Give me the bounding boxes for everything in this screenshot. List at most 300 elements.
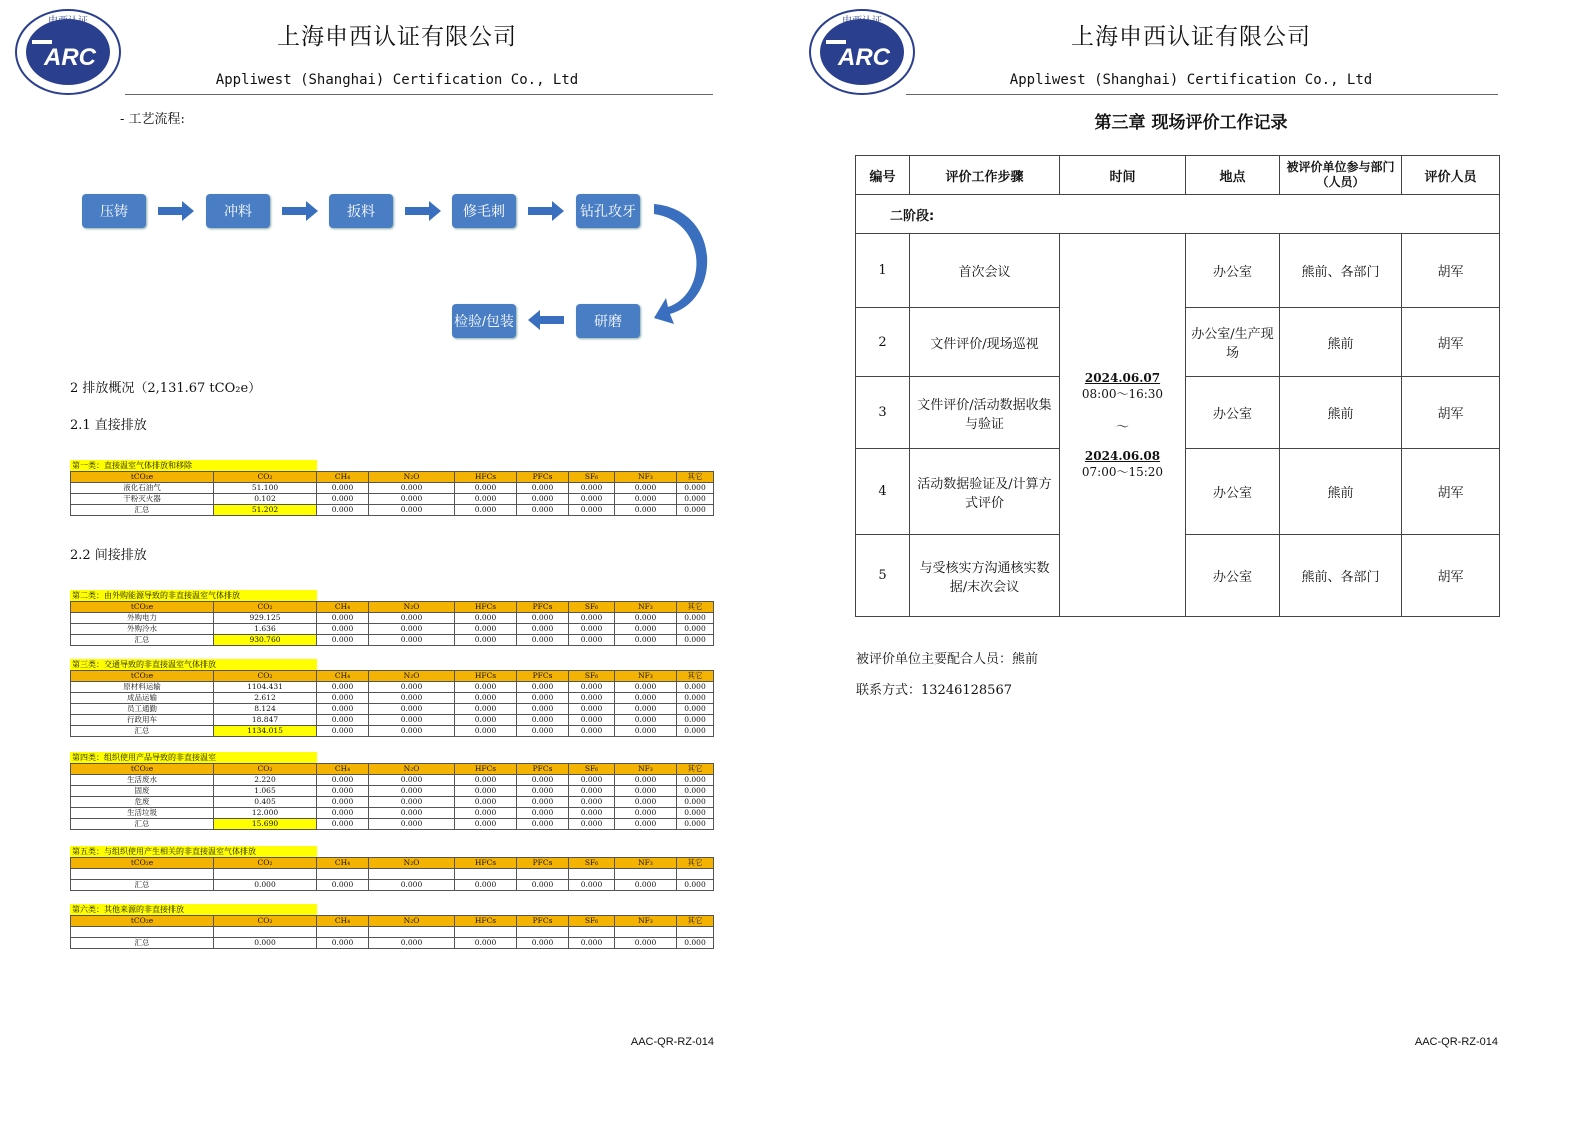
emission-col-header: N₂O xyxy=(369,472,455,483)
emission-cell: 0.000 xyxy=(369,715,455,726)
emission-cell: 0.000 xyxy=(569,880,615,891)
emission-cell: 外购电力 xyxy=(71,613,214,624)
emission-cell: 0.000 xyxy=(369,704,455,715)
emission-cell: 0.000 xyxy=(569,715,615,726)
emission-col-header: tCO₂e xyxy=(71,916,214,927)
emission-cell: 0.000 xyxy=(517,726,569,737)
emission-col-header: 其它 xyxy=(677,764,714,775)
emission-cell: 0.000 xyxy=(369,494,455,505)
emission-col-header: HFCs xyxy=(455,602,517,613)
row-dept: 熊前 xyxy=(1280,308,1402,377)
emission-col-header: 其它 xyxy=(677,916,714,927)
emission-cell: 0.000 xyxy=(455,797,517,808)
table-header-row xyxy=(856,156,1500,195)
emission-cell: 0.000 xyxy=(317,786,369,797)
emission-col-header: HFCs xyxy=(455,671,517,682)
emission-col-header: CH₄ xyxy=(317,472,369,483)
row-place: 办公室/生产现场 xyxy=(1186,308,1280,377)
emission-cell: 0.000 xyxy=(569,613,615,624)
emission-row xyxy=(71,726,714,737)
emission-header-row xyxy=(71,472,714,483)
emission-cell: 汇总 xyxy=(71,819,214,830)
contact-person: 被评价单位主要配合人员：熊前 xyxy=(856,652,1039,667)
emission-cell: 929.125 xyxy=(214,613,317,624)
section-2-1-title: 2.1 直接排放 xyxy=(70,418,147,433)
emission-cell: 0.000 xyxy=(677,786,714,797)
emission-table xyxy=(70,752,713,830)
header-auditor: 评价人员 xyxy=(1402,156,1500,195)
emission-cell: 0.000 xyxy=(569,693,615,704)
emission-cell: 0.000 xyxy=(455,880,517,891)
logo-text: ARC xyxy=(44,44,96,71)
emission-cell: 0.000 xyxy=(317,715,369,726)
row-place: 办公室 xyxy=(1186,535,1280,617)
row-auditor: 胡军 xyxy=(1402,234,1500,308)
emission-cell: 0.000 xyxy=(369,682,455,693)
header-dept: 被评价单位参与部门（人员） xyxy=(1280,156,1402,195)
section-2-title: 2 排放概况（2,131.67 tCO₂e） xyxy=(70,381,262,396)
header-rule xyxy=(125,94,713,95)
emission-category-title: 第一类：直接温室气体排放和移除 xyxy=(70,460,317,471)
emission-col-header: SF₆ xyxy=(569,858,615,869)
emission-cell xyxy=(569,927,615,938)
emission-cell: 2.612 xyxy=(214,693,317,704)
emission-cell: 1.636 xyxy=(214,624,317,635)
emission-cell: 0.000 xyxy=(615,704,677,715)
emission-cell: 危废 xyxy=(71,797,214,808)
emission-category-title: 第六类：其他来源的非直接排放 xyxy=(70,904,317,915)
emission-cell: 0.000 xyxy=(615,938,677,949)
row-step: 与受核实方沟通核实数据/末次会议 xyxy=(910,535,1060,617)
emission-cell: 0.000 xyxy=(677,624,714,635)
emission-cell: 0.000 xyxy=(517,483,569,494)
emission-cell: 0.000 xyxy=(517,797,569,808)
emission-cell: 汇总 xyxy=(71,635,214,646)
emission-category-title: 第五类：与组织使用产生相关的非直接温室气体排放 xyxy=(70,846,317,857)
emission-cell: 0.000 xyxy=(214,938,317,949)
emission-cell: 0.000 xyxy=(317,494,369,505)
emission-cell: 0.000 xyxy=(317,819,369,830)
emission-category-title: 第三类：交通导致的非直接温室气体排放 xyxy=(70,659,317,670)
flow-step: 冲料 xyxy=(206,194,270,228)
emission-cell: 0.000 xyxy=(317,808,369,819)
emission-cell: 0.000 xyxy=(455,483,517,494)
emission-col-header: CO₂ xyxy=(214,671,317,682)
emission-cell xyxy=(214,869,317,880)
emission-col-header: CH₄ xyxy=(317,858,369,869)
emission-cell: 0.000 xyxy=(517,635,569,646)
arrow-right-icon xyxy=(282,201,318,221)
emission-cell: 0.000 xyxy=(214,880,317,891)
emission-row xyxy=(71,938,714,949)
row-auditor: 胡军 xyxy=(1402,308,1500,377)
emission-cell: 0.000 xyxy=(369,775,455,786)
emission-cell: 0.000 xyxy=(455,624,517,635)
emission-cell: 930.760 xyxy=(214,635,317,646)
emission-row xyxy=(71,635,714,646)
emission-row xyxy=(71,693,714,704)
emission-cell: 0.000 xyxy=(569,624,615,635)
emission-col-header: CH₄ xyxy=(317,671,369,682)
emission-cell: 0.000 xyxy=(615,808,677,819)
emission-cell: 0.000 xyxy=(569,682,615,693)
row-dept: 熊前、各部门 xyxy=(1280,535,1402,617)
emission-cell: 成品运输 xyxy=(71,693,214,704)
emission-cell: 汇总 xyxy=(71,938,214,949)
emission-cell: 0.000 xyxy=(677,819,714,830)
emission-cell: 0.000 xyxy=(317,775,369,786)
stage-row xyxy=(856,195,1500,234)
row-no: 3 xyxy=(856,377,910,449)
emission-col-header: PFCs xyxy=(517,916,569,927)
emission-cell: 干粉灭火器 xyxy=(71,494,214,505)
emission-cell: 0.000 xyxy=(569,635,615,646)
arrow-right-icon xyxy=(158,201,194,221)
row-place: 办公室 xyxy=(1186,234,1280,308)
emission-cell xyxy=(517,869,569,880)
emission-row xyxy=(71,505,714,516)
emission-cell: 0.000 xyxy=(369,726,455,737)
emission-cell: 固废 xyxy=(71,786,214,797)
emission-col-header: CO₂ xyxy=(214,472,317,483)
emission-cell: 0.000 xyxy=(615,819,677,830)
emission-cell: 12.000 xyxy=(214,808,317,819)
emission-row xyxy=(71,786,714,797)
emission-col-header: CH₄ xyxy=(317,764,369,775)
company-name-cn: 上海申西认证有限公司 xyxy=(1071,24,1311,50)
emission-cell: 0.000 xyxy=(517,880,569,891)
emission-col-header: tCO₂e xyxy=(71,671,214,682)
emission-cell: 0.000 xyxy=(569,797,615,808)
header-no: 编号 xyxy=(856,156,910,195)
emission-cell: 0.000 xyxy=(569,775,615,786)
emission-cell: 1134.015 xyxy=(214,726,317,737)
emission-cell: 汇总 xyxy=(71,880,214,891)
emission-cell: 0.000 xyxy=(317,624,369,635)
arrow-right-icon xyxy=(405,201,441,221)
flow-arrows xyxy=(82,190,722,350)
emission-row xyxy=(71,704,714,715)
row-no: 1 xyxy=(856,234,910,308)
company-name-cn: 上海申西认证有限公司 xyxy=(277,24,517,50)
emission-col-header: CO₂ xyxy=(214,764,317,775)
emission-cell: 0.000 xyxy=(317,682,369,693)
emission-col-header: PFCs xyxy=(517,602,569,613)
emission-cell: 0.000 xyxy=(677,797,714,808)
emission-col-header: N₂O xyxy=(369,916,455,927)
page-right xyxy=(794,0,1588,1122)
emission-cell: 生活废水 xyxy=(71,775,214,786)
emission-row xyxy=(71,797,714,808)
emission-cell: 0.000 xyxy=(517,704,569,715)
emission-table xyxy=(70,590,713,646)
emission-cell: 0.000 xyxy=(517,693,569,704)
emission-col-header: CO₂ xyxy=(214,858,317,869)
emission-col-header: tCO₂e xyxy=(71,858,214,869)
row-dept: 熊前、各部门 xyxy=(1280,234,1402,308)
time-cell xyxy=(1060,234,1186,617)
emission-cell: 0.000 xyxy=(569,483,615,494)
row-step: 活动数据验证及/计算方式评价 xyxy=(910,449,1060,535)
emission-col-header: NF₃ xyxy=(615,764,677,775)
emission-col-header: N₂O xyxy=(369,671,455,682)
emission-cell xyxy=(214,927,317,938)
emission-cell: 0.000 xyxy=(317,797,369,808)
row-dept: 熊前 xyxy=(1280,449,1402,535)
emission-cell: 0.000 xyxy=(677,693,714,704)
row-step: 首次会议 xyxy=(910,234,1060,308)
emission-row xyxy=(71,869,714,880)
emission-col-header: tCO₂e xyxy=(71,602,214,613)
emission-cell: 外购冷水 xyxy=(71,624,214,635)
emission-cell: 0.000 xyxy=(455,693,517,704)
record-table xyxy=(855,155,1500,617)
emission-cell: 51.202 xyxy=(214,505,317,516)
emission-cell: 员工通勤 xyxy=(71,704,214,715)
emission-cell xyxy=(455,927,517,938)
emission-row xyxy=(71,613,714,624)
row-place: 办公室 xyxy=(1186,377,1280,449)
process-flow xyxy=(82,190,722,350)
emission-header-row xyxy=(71,602,714,613)
emission-cell: 0.000 xyxy=(677,880,714,891)
emission-cell xyxy=(369,869,455,880)
emission-cell: 0.000 xyxy=(317,613,369,624)
row-no: 2 xyxy=(856,308,910,377)
emission-col-header: tCO₂e xyxy=(71,764,214,775)
emission-cell: 行政用车 xyxy=(71,715,214,726)
emission-col-header: SF₆ xyxy=(569,916,615,927)
emission-cell: 1104.431 xyxy=(214,682,317,693)
emission-cell: 0.000 xyxy=(369,624,455,635)
emission-cell: 0.000 xyxy=(369,808,455,819)
flow-step: 研磨 xyxy=(576,304,640,338)
emission-cell xyxy=(455,869,517,880)
emission-cell: 0.000 xyxy=(615,797,677,808)
emission-cell: 0.000 xyxy=(569,808,615,819)
emission-cell: 0.000 xyxy=(455,613,517,624)
emission-cell: 0.000 xyxy=(317,483,369,494)
emission-cell: 0.000 xyxy=(615,880,677,891)
emission-col-header: HFCs xyxy=(455,916,517,927)
emission-cell xyxy=(517,927,569,938)
emission-cell: 0.000 xyxy=(369,819,455,830)
emission-col-header: 其它 xyxy=(677,472,714,483)
emission-cell: 0.000 xyxy=(317,938,369,949)
emission-cell: 原材料运输 xyxy=(71,682,214,693)
emission-col-header: SF₆ xyxy=(569,472,615,483)
emission-cell: 汇总 xyxy=(71,726,214,737)
emission-cell: 液化石油气 xyxy=(71,483,214,494)
emission-category-title: 第四类：组织使用产品导致的非直接温室 xyxy=(70,752,317,763)
row-auditor: 胡军 xyxy=(1402,377,1500,449)
row-auditor: 胡军 xyxy=(1402,449,1500,535)
emission-cell: 2.220 xyxy=(214,775,317,786)
logo-text: ARC xyxy=(838,44,890,71)
emission-cell: 0.000 xyxy=(455,682,517,693)
flow-step: 检验/包装 xyxy=(452,304,516,338)
emission-col-header: 其它 xyxy=(677,671,714,682)
emission-col-header: HFCs xyxy=(455,858,517,869)
header-step: 评价工作步骤 xyxy=(910,156,1060,195)
emission-cell xyxy=(615,869,677,880)
emission-cell: 0.000 xyxy=(317,726,369,737)
emission-cell: 0.000 xyxy=(369,880,455,891)
time-separator: ～ xyxy=(1115,419,1129,435)
emission-table xyxy=(70,846,713,891)
footer-code: AAC-QR-RZ-014 xyxy=(1414,1036,1498,1048)
date-end: 2024.06.08 xyxy=(1084,448,1161,463)
emission-cell: 0.000 xyxy=(677,613,714,624)
emission-col-header: NF₃ xyxy=(615,916,677,927)
curved-arrow-icon xyxy=(654,204,707,324)
row-auditor: 胡军 xyxy=(1402,535,1500,617)
emission-row xyxy=(71,682,714,693)
emission-table xyxy=(70,460,713,516)
emission-cell: 0.000 xyxy=(615,624,677,635)
arrow-left-icon xyxy=(528,310,564,330)
emission-col-header: NF₃ xyxy=(615,602,677,613)
emission-cell: 0.000 xyxy=(615,635,677,646)
emission-cell: 0.000 xyxy=(677,808,714,819)
emission-cell: 0.000 xyxy=(369,797,455,808)
emission-table xyxy=(70,904,713,949)
emission-cell: 0.000 xyxy=(517,624,569,635)
emission-cell: 0.000 xyxy=(517,494,569,505)
emission-cell: 0.000 xyxy=(615,505,677,516)
emission-cell: 0.000 xyxy=(455,819,517,830)
emission-cell: 0.000 xyxy=(317,704,369,715)
emission-col-header: CO₂ xyxy=(214,602,317,613)
emission-col-header: N₂O xyxy=(369,764,455,775)
emission-cell: 0.000 xyxy=(369,505,455,516)
row-step: 文件评价/现场巡视 xyxy=(910,308,1060,377)
emission-cell: 0.000 xyxy=(677,726,714,737)
row-step: 文件评价/活动数据收集与验证 xyxy=(910,377,1060,449)
emission-col-header: PFCs xyxy=(517,858,569,869)
emission-cell xyxy=(677,927,714,938)
emission-col-header: N₂O xyxy=(369,602,455,613)
emission-cell: 0.000 xyxy=(517,613,569,624)
emission-cell: 0.000 xyxy=(615,715,677,726)
emission-cell: 0.000 xyxy=(317,505,369,516)
emission-cell: 0.000 xyxy=(517,505,569,516)
emission-cell: 汇总 xyxy=(71,505,214,516)
emission-cell xyxy=(569,869,615,880)
emission-cell: 0.000 xyxy=(455,726,517,737)
logo-top-text: 申西认证 xyxy=(842,16,882,27)
emission-col-header: SF₆ xyxy=(569,764,615,775)
emission-cell: 0.000 xyxy=(455,786,517,797)
emission-col-header: CH₄ xyxy=(317,916,369,927)
flow-step: 扳料 xyxy=(329,194,393,228)
emission-header-row xyxy=(71,671,714,682)
emission-cell: 生活垃圾 xyxy=(71,808,214,819)
emission-cell: 0.000 xyxy=(317,880,369,891)
emission-cell: 0.000 xyxy=(369,635,455,646)
emission-cell: 0.000 xyxy=(455,505,517,516)
row-dept: 熊前 xyxy=(1280,377,1402,449)
emission-col-header: HFCs xyxy=(455,764,517,775)
emission-col-header: PFCs xyxy=(517,764,569,775)
emission-col-header: PFCs xyxy=(517,671,569,682)
emission-cell: 0.000 xyxy=(455,938,517,949)
emission-cell: 0.000 xyxy=(517,819,569,830)
emission-row xyxy=(71,483,714,494)
emission-cell: 0.000 xyxy=(517,808,569,819)
emission-cell: 0.000 xyxy=(369,483,455,494)
emission-cell: 0.000 xyxy=(369,613,455,624)
emission-cell: 0.000 xyxy=(517,775,569,786)
emission-cell: 0.000 xyxy=(615,483,677,494)
emission-cell: 0.000 xyxy=(677,938,714,949)
table-row xyxy=(856,234,1500,308)
logo-top-text: 申西认证 xyxy=(48,16,88,27)
emission-cell: 0.000 xyxy=(677,505,714,516)
emission-col-header: NF₃ xyxy=(615,671,677,682)
emission-row xyxy=(71,819,714,830)
header-place: 地点 xyxy=(1186,156,1280,195)
emission-cell: 0.000 xyxy=(455,715,517,726)
company-name-en: Appliwest (Shanghai) Certification Co., Ltd xyxy=(1009,72,1373,88)
emission-cell: 0.000 xyxy=(455,635,517,646)
emission-cell: 0.000 xyxy=(677,775,714,786)
emission-cell: 0.000 xyxy=(569,494,615,505)
emission-col-header: NF₃ xyxy=(615,858,677,869)
emission-col-header: SF₆ xyxy=(569,671,615,682)
emission-cell: 0.000 xyxy=(569,819,615,830)
emission-row xyxy=(71,494,714,505)
emission-col-header: 其它 xyxy=(677,602,714,613)
flow-step: 压铸 xyxy=(82,194,146,228)
emission-row xyxy=(71,715,714,726)
emission-cell: 0.000 xyxy=(569,505,615,516)
stage-label: 二阶段: xyxy=(856,195,1500,234)
emission-col-header: CH₄ xyxy=(317,602,369,613)
emission-cell xyxy=(677,869,714,880)
row-no: 5 xyxy=(856,535,910,617)
emission-cell: 0.000 xyxy=(615,775,677,786)
emission-cell: 51.100 xyxy=(214,483,317,494)
emission-cell: 0.000 xyxy=(677,635,714,646)
emission-cell: 0.000 xyxy=(569,704,615,715)
emission-cell: 0.000 xyxy=(615,682,677,693)
emission-cell: 0.000 xyxy=(615,494,677,505)
emission-cell: 0.000 xyxy=(369,693,455,704)
emission-cell: 0.000 xyxy=(677,704,714,715)
emission-col-header: 其它 xyxy=(677,858,714,869)
emission-cell: 0.000 xyxy=(677,483,714,494)
header-rule xyxy=(906,94,1498,95)
time-start: 08:00～16:30 xyxy=(1081,386,1164,401)
emission-cell: 0.102 xyxy=(214,494,317,505)
row-no: 4 xyxy=(856,449,910,535)
emission-cell: 0.000 xyxy=(517,786,569,797)
process-label: - 工艺流程: xyxy=(120,112,185,127)
emission-cell: 0.000 xyxy=(615,726,677,737)
emission-col-header: N₂O xyxy=(369,858,455,869)
emission-row xyxy=(71,880,714,891)
company-name-en: Appliwest (Shanghai) Certification Co., Ltd xyxy=(215,72,579,88)
emission-row xyxy=(71,624,714,635)
emission-header-row xyxy=(71,916,714,927)
emission-cell: 0.000 xyxy=(569,726,615,737)
emission-row xyxy=(71,927,714,938)
emission-col-header: tCO₂e xyxy=(71,472,214,483)
emission-cell xyxy=(317,869,369,880)
header-time: 时间 xyxy=(1060,156,1186,195)
emission-table xyxy=(70,659,713,737)
